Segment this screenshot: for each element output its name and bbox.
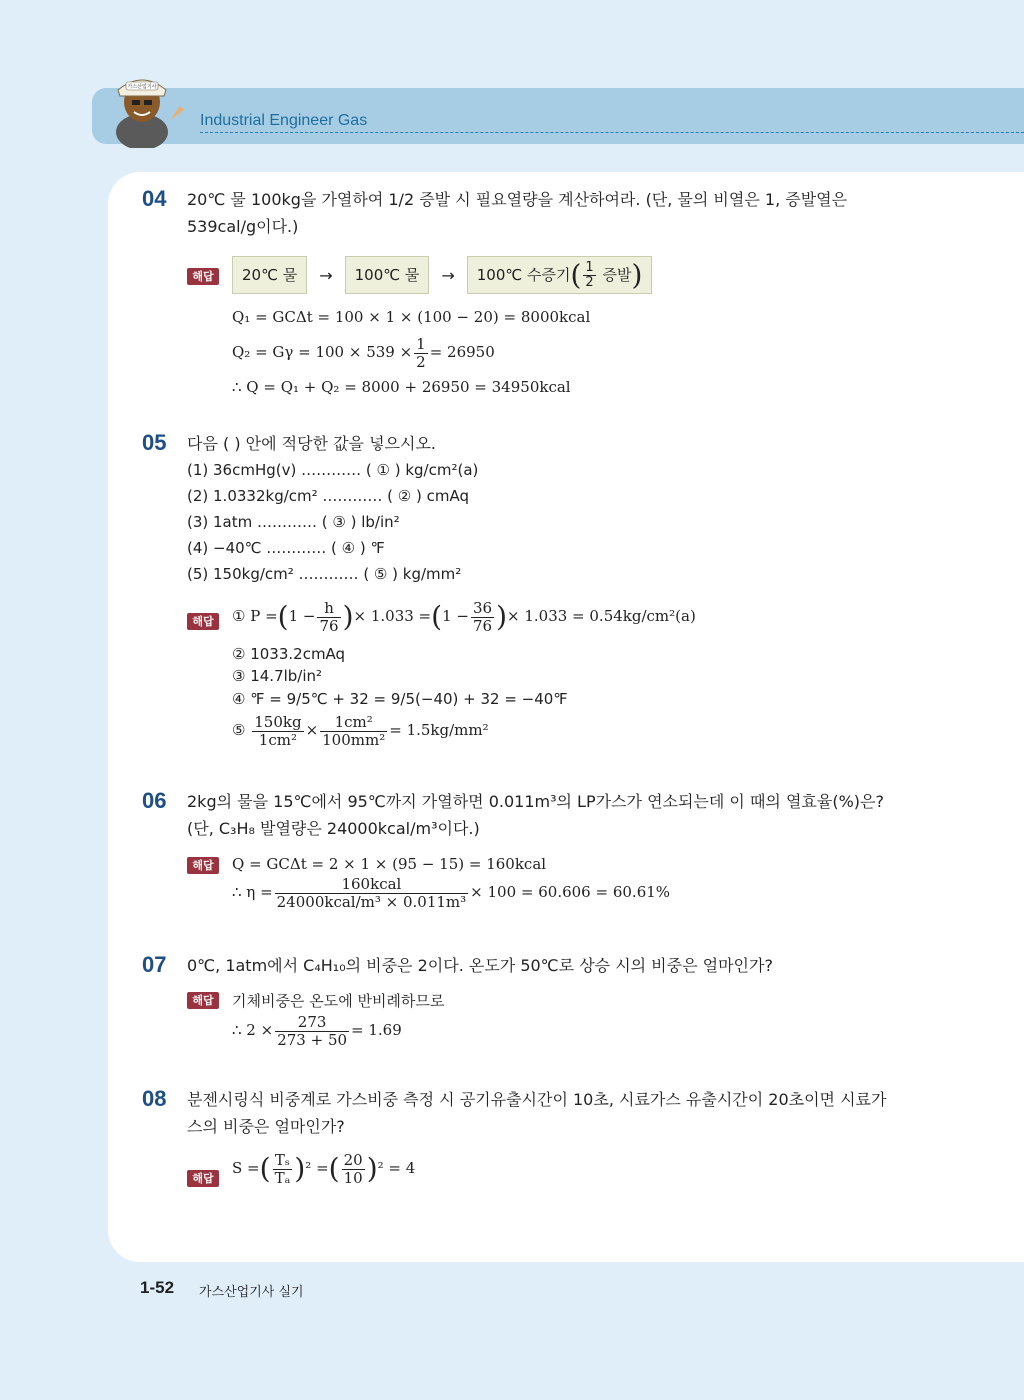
answer-4: ④ ℉ = 9/5℃ + 32 = 9/5(−40) + 32 = −40℉ bbox=[232, 690, 568, 708]
question-text: 2kg의 물을 15℃에서 95℃까지 가열하면 0.011m³의 LP가스가 연소되는데 이 때의 열효율(%)은? (단, C₃H₈ 발열량은 24000kcal/m³이다.) bbox=[187, 792, 884, 838]
question-item: (2) 1.0332kg/cm² ………… ( ② ) cmAq bbox=[187, 487, 470, 505]
answer-label: 해답 bbox=[187, 992, 219, 1009]
process-flow bbox=[232, 256, 652, 294]
answer-1: ① P =(1 − $\frac{h}{76}$ )× 1.033 =(1 − $\frac{36}{76}$ )× 1.033 = 0.54kg/cm²(a) bbox=[232, 599, 696, 635]
book-title: 가스산업기사 실기 bbox=[199, 1285, 304, 1300]
equation-heat: Q = GCΔt = 2 × 1 × (95 − 15) = 160kcal bbox=[232, 855, 547, 873]
answer-label: 해답 bbox=[187, 268, 219, 285]
equation-gravity: ∴ 2 × $\frac{273}{273 + 50}$ = 1.69 bbox=[232, 1013, 402, 1049]
answer-3: ③ 14.7lb/in² bbox=[232, 667, 323, 685]
question-text: 분젠시링식 비중계로 가스비중 측정 시 공기유출시간이 10초, 시료가스 유출시간이 20초이면 시료가스의 비중은 얼마인가? bbox=[187, 1090, 887, 1136]
question-text: 20℃ 물 100kg을 가열하여 1/2 증발 시 필요열량을 계산하여라. (단, 물의 비열은 1, 증발열은 539cal/g이다.) bbox=[187, 190, 848, 236]
arrow-right-icon: → bbox=[319, 265, 333, 285]
equation-bunsen: S =( $\frac{\text{Tₛ}}{\text{Tₐ}}$ )² =( $\frac{20}{10}$ )² = 4 bbox=[232, 1151, 416, 1187]
page-number: 1-52 bbox=[140, 1278, 175, 1297]
flow-step-2: 100℃ 물 bbox=[345, 256, 430, 294]
answer-label: 해답 bbox=[187, 613, 219, 630]
answer-2: ② 1033.2cmAq bbox=[232, 645, 346, 663]
equation-q2: Q₂ = Gγ = 100 × 539 × $\frac{1}{2}$ = 26950 bbox=[232, 335, 495, 371]
question-number: 08 bbox=[142, 1086, 167, 1111]
equation-q1: Q₁ = GCΔt = 100 × 1 × (100 − 20) = 8000kcal bbox=[232, 308, 591, 326]
question-item: (3) 1atm ………… ( ③ ) lb/in² bbox=[187, 513, 400, 531]
question-text: 0℃, 1atm에서 C₄H₁₀의 비중은 2이다. 온도가 50℃로 상승 시의 비중은 얼마인가? bbox=[187, 956, 773, 975]
header-dashed-rule bbox=[200, 132, 1024, 133]
question-item: (1) 36cmHg(v) ………… ( ① ) kg/cm²(a) bbox=[187, 461, 479, 479]
question-number: 04 bbox=[142, 186, 167, 211]
equation-total: ∴ Q = Q₁ + Q₂ = 8000 + 26950 = 34950kcal bbox=[232, 378, 571, 396]
flow-step-3: 100℃ 수증기( $\frac{1}{2}$ 증발) bbox=[467, 256, 653, 294]
answer-5: ⑤ $\frac{150kg}{\text{1cm²}}$ × $\frac{\text{1cm²}}{\text{100mm²}}$ = 1.5kg/mm² bbox=[232, 713, 489, 749]
question-item: (4) −40℃ ………… ( ④ ) ℉ bbox=[187, 539, 385, 557]
flow-step-1: 20℃ 물 bbox=[232, 256, 307, 294]
answer-label: 해답 bbox=[187, 857, 219, 874]
arrow-right-icon: → bbox=[441, 265, 455, 285]
question-item: (5) 150kg/cm² ………… ( ⑤ ) kg/mm² bbox=[187, 565, 462, 583]
header-title: Industrial Engineer Gas bbox=[200, 112, 368, 129]
answer-explanation: 기체비중은 온도에 반비례하므로 bbox=[232, 992, 445, 1010]
answer-label: 해답 bbox=[187, 1170, 219, 1187]
mascot-illustration bbox=[104, 70, 188, 148]
question-number: 06 bbox=[142, 788, 167, 813]
question-number: 05 bbox=[142, 430, 167, 455]
svg-text:가스산업기사: 가스산업기사 bbox=[127, 84, 157, 90]
equation-efficiency: ∴ η = $\frac{\text{160kcal}}{\text{24000kcal/m³ × 0.011m³}}$ × 100 = 60.606 = 60.61% bbox=[232, 875, 671, 911]
question-number: 07 bbox=[142, 952, 167, 977]
question-text: 다음 ( ) 안에 적당한 값을 넣으시오. bbox=[187, 434, 437, 453]
